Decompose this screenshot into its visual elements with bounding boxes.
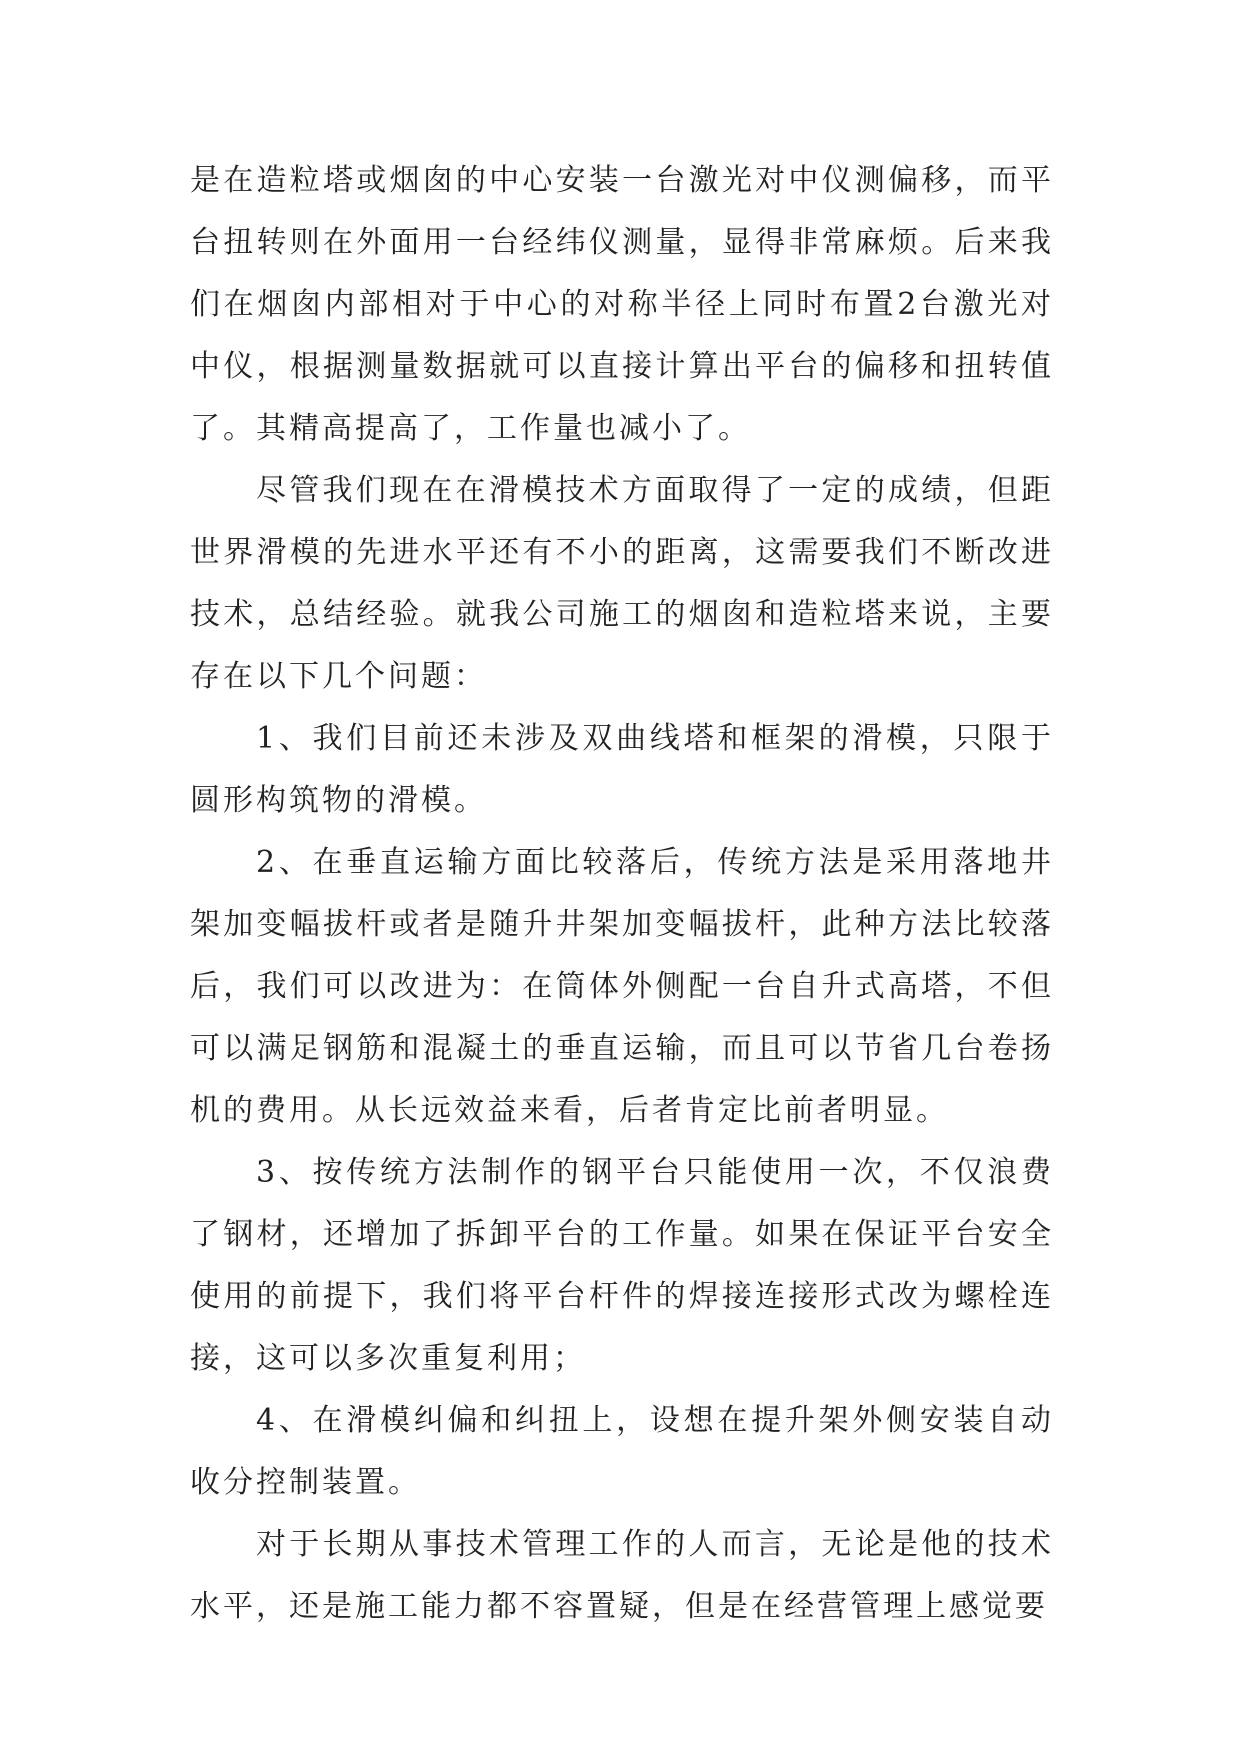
paragraph-6: 4、在滑模纠偏和纠扭上，设想在提升架外侧安装自动收分控制装置。	[190, 1403, 1054, 1500]
document-body	[190, 150, 1054, 1638]
paragraph-3: 1、我们目前还未涉及双曲线塔和框架的滑模，只限于圆形构筑物的滑模。	[190, 721, 1054, 818]
paragraph-2: 尽管我们现在在滑模技术方面取得了一定的成绩，但距世界滑模的先进水平还有不小的距离，这需要我们不断改进技术，总结经验。就我公司施工的烟囱和造粒塔来说，主要存在以下几个问题：	[190, 473, 1054, 694]
paragraph-7: 对于长期从事技术管理工作的人而言，无论是他的技术水平，还是施工能力都不容置疑，但是在经营管理上感觉要	[190, 1527, 1054, 1624]
paragraph-1: 是在造粒塔或烟囱的中心安装一台激光对中仪测偏移，而平台扭转则在外面用一台经纬仪测量，显得非常麻烦。后来我们在烟囱内部相对于中心的对称半径上同时布置2台激光对中仪，根据测量数据就可以直接计算出平台的偏移和扭转值了。其精高提高了，工作量也减小了。	[190, 163, 1054, 446]
paragraph-4: 2、在垂直运输方面比较落后，传统方法是采用落地井架加变幅拔杆或者是随升井架加变幅拔杆，此种方法比较落后，我们可以改进为：在筒体外侧配一台自升式高塔，不但可以满足钢筋和混凝土的垂直运输，而且可以节省几台卷扬机的费用。从长远效益来看，后者肯定比前者明显。	[190, 845, 1054, 1128]
paragraph-5: 3、按传统方法制作的钢平台只能使用一次，不仅浪费了钢材，还增加了拆卸平台的工作量。如果在保证平台安全使用的前提下，我们将平台杆件的焊接连接形式改为螺栓连接，这可以多次重复利用；	[190, 1155, 1054, 1376]
